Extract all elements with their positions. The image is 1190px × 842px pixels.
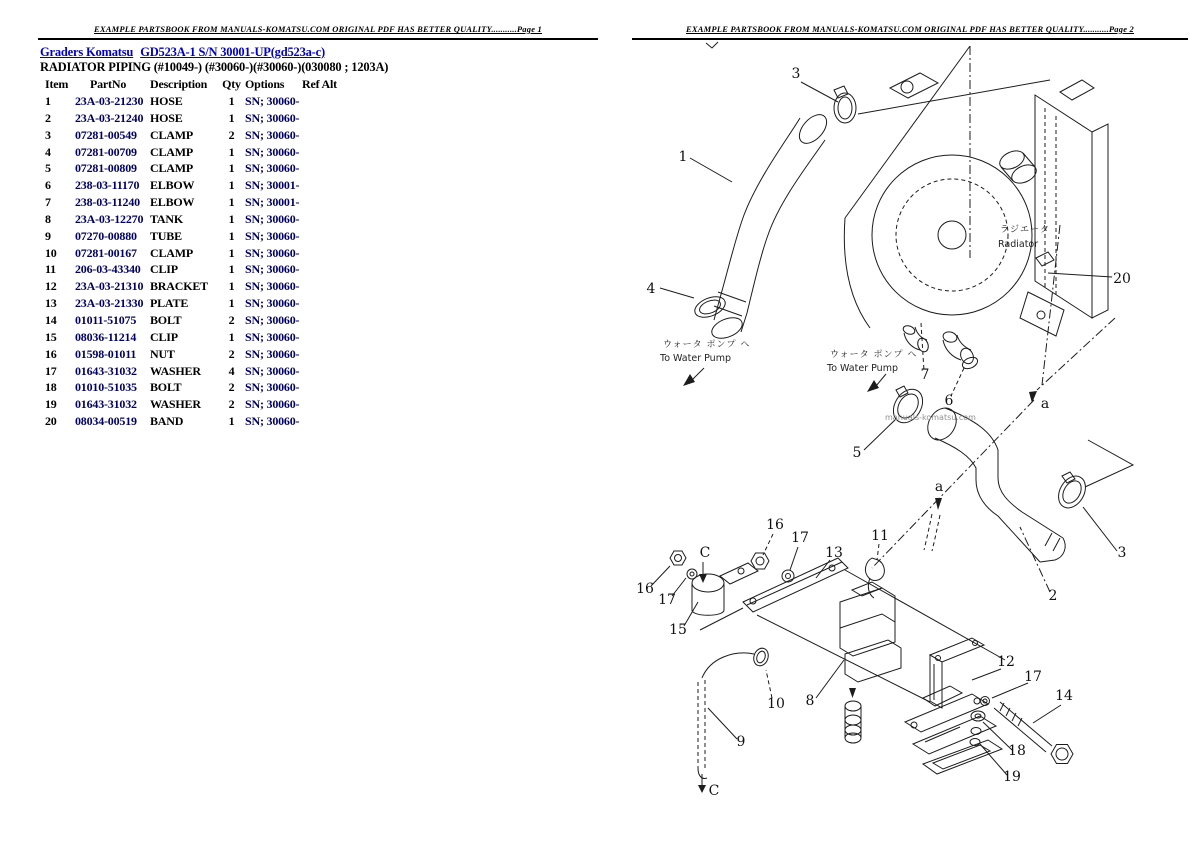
callout-5: 5 bbox=[852, 445, 862, 461]
cell-item: 19 bbox=[45, 397, 57, 412]
col-options: Options bbox=[245, 77, 285, 91]
cell-item: 8 bbox=[45, 211, 51, 226]
cell-part: 23A-03-12270 bbox=[75, 211, 144, 226]
callout-1: 1 bbox=[678, 149, 688, 165]
parts-diagram bbox=[620, 30, 1190, 830]
cell-part: 23A-03-21330 bbox=[75, 296, 144, 311]
table-row bbox=[45, 414, 364, 431]
cell-part: 07281-00709 bbox=[75, 144, 137, 159]
page1-header-text: EXAMPLE PARTSBOOK FROM MANUALS-KOMATSU.COM ORIGINAL PDF HAS BETTER QUALITY...........Page 1 bbox=[94, 24, 542, 34]
cell-part: 01598-01011 bbox=[75, 346, 137, 361]
cell-qty: 2 bbox=[228, 397, 235, 412]
cell-desc: BOLT bbox=[150, 380, 182, 395]
table-row bbox=[45, 128, 364, 145]
cell-opt: SN; 30060- bbox=[245, 211, 300, 226]
brand-link[interactable]: Graders Komatsu bbox=[40, 45, 134, 59]
cell-desc: ELBOW bbox=[150, 178, 195, 193]
callout-10: 10 bbox=[767, 696, 785, 712]
table-row bbox=[45, 212, 364, 229]
callout-16: 16 bbox=[636, 581, 654, 597]
water-pump-right-label-jp: ウォータ ポンプ ヘ bbox=[830, 350, 918, 360]
col-partno: PartNo bbox=[90, 77, 127, 91]
cell-item: 17 bbox=[45, 363, 57, 378]
cell-item: 12 bbox=[45, 279, 57, 294]
cell-part: 238-03-11170 bbox=[75, 178, 140, 193]
cell-qty: 1 bbox=[228, 228, 235, 243]
cell-opt: SN; 30060- bbox=[245, 380, 300, 395]
table-row bbox=[45, 347, 364, 364]
col-description: Description bbox=[150, 77, 208, 91]
cell-qty: 1 bbox=[228, 279, 235, 294]
cell-desc: NUT bbox=[150, 346, 175, 361]
hose1-drawing bbox=[692, 80, 1050, 342]
callout-3: 3 bbox=[791, 66, 801, 82]
cell-part: 08034-00519 bbox=[75, 414, 137, 429]
model-link[interactable]: GD523A-1 S/N 30001-UP(gd523a-c) bbox=[140, 45, 325, 59]
callout-15: 15 bbox=[669, 622, 687, 638]
table-row bbox=[45, 111, 364, 128]
cell-desc: PLATE bbox=[150, 296, 189, 311]
parts-table bbox=[45, 77, 364, 431]
cell-qty: 1 bbox=[228, 144, 235, 159]
cell-item: 1 bbox=[45, 94, 51, 108]
table-header-row bbox=[45, 77, 364, 94]
radiator-label-jp: ラジエータ bbox=[1000, 225, 1051, 235]
table-row bbox=[45, 330, 364, 347]
cell-opt: SN; 30060- bbox=[245, 144, 300, 159]
cell-part: 07270-00880 bbox=[75, 228, 137, 243]
cell-qty: 2 bbox=[228, 380, 235, 395]
cell-qty: 1 bbox=[228, 245, 235, 260]
col-qty: Qty bbox=[222, 77, 241, 91]
cell-item: 9 bbox=[45, 228, 51, 243]
cell-item: 2 bbox=[45, 110, 51, 125]
cell-opt: SN; 30060- bbox=[245, 296, 300, 311]
cell-opt: SN; 30060- bbox=[245, 414, 300, 429]
table-body bbox=[45, 94, 364, 431]
cell-desc: TANK bbox=[150, 211, 183, 226]
table-row bbox=[45, 94, 364, 111]
callout-11: 11 bbox=[871, 528, 889, 544]
cell-desc: CLAMP bbox=[150, 127, 193, 142]
cell-desc: ELBOW bbox=[150, 195, 195, 210]
cell-opt: SN; 30060- bbox=[245, 245, 300, 260]
table-row bbox=[45, 364, 364, 381]
table-row bbox=[45, 246, 364, 263]
tube-drawing bbox=[698, 646, 771, 793]
table-row bbox=[45, 262, 364, 279]
section-mark bbox=[706, 42, 718, 48]
cell-desc: CLIP bbox=[150, 329, 178, 344]
cell-part: 07281-00167 bbox=[75, 245, 137, 260]
cell-opt: SN; 30060- bbox=[245, 110, 300, 125]
table-row bbox=[45, 380, 364, 397]
callout-4: 4 bbox=[646, 281, 656, 297]
cell-opt: SN; 30060- bbox=[245, 397, 300, 412]
leader-lines bbox=[651, 82, 1117, 775]
page2-header-text: EXAMPLE PARTSBOOK FROM MANUALS-KOMATSU.COM ORIGINAL PDF HAS BETTER QUALITY...........Page 2 bbox=[686, 24, 1134, 34]
callout-18: 18 bbox=[1008, 743, 1026, 759]
callout-3: 3 bbox=[1117, 545, 1127, 561]
cell-qty: 1 bbox=[228, 262, 235, 277]
section-title: RADIATOR PIPING (#10049-) (#30060-)(#30060-)(030080 ; 1203A) bbox=[40, 60, 389, 74]
callout-6: 6 bbox=[944, 393, 954, 409]
callout-17: 17 bbox=[1024, 669, 1042, 685]
table-row bbox=[45, 313, 364, 330]
cell-opt: SN; 30060- bbox=[245, 262, 300, 277]
cell-desc: HOSE bbox=[150, 110, 183, 125]
cell-opt: SN; 30060- bbox=[245, 127, 300, 142]
cell-desc: BAND bbox=[150, 414, 184, 429]
cell-opt: SN; 30060- bbox=[245, 228, 300, 243]
breadcrumb bbox=[40, 45, 332, 60]
callout-8: 8 bbox=[805, 693, 815, 709]
elbows-drawing bbox=[902, 324, 979, 371]
callout-12: 12 bbox=[997, 654, 1015, 670]
cell-qty: 2 bbox=[228, 312, 235, 327]
cell-item: 15 bbox=[45, 329, 57, 344]
callout-numbers bbox=[636, 66, 1131, 799]
cell-item: 3 bbox=[45, 127, 51, 142]
cell-desc: CLIP bbox=[150, 262, 178, 277]
callout-2: 2 bbox=[1048, 588, 1058, 604]
water-pump-left-label-jp: ウォータ ポンプ ヘ bbox=[663, 340, 751, 350]
table-row bbox=[45, 397, 364, 414]
table-row bbox=[45, 145, 364, 162]
cell-qty: 4 bbox=[228, 363, 235, 378]
cell-opt: SN; 30060- bbox=[245, 94, 300, 108]
cell-qty: 1 bbox=[228, 110, 235, 125]
watermark: manuals-komatsu.com bbox=[885, 413, 976, 422]
cell-desc: TUBE bbox=[150, 228, 182, 243]
cell-desc: CLAMP bbox=[150, 161, 193, 176]
plate-clip-drawing bbox=[700, 558, 1005, 702]
tank-drawing bbox=[840, 582, 901, 743]
cell-part: 01011-51075 bbox=[75, 312, 137, 327]
cell-part: 07281-00549 bbox=[75, 127, 137, 142]
callout-a: a bbox=[934, 479, 944, 495]
cell-opt: SN; 30001- bbox=[245, 195, 300, 210]
cell-qty: 1 bbox=[228, 161, 235, 176]
callout-17: 17 bbox=[658, 592, 676, 608]
callout-16: 16 bbox=[766, 517, 784, 533]
cell-part: 01643-31032 bbox=[75, 363, 137, 378]
cell-qty: 1 bbox=[228, 296, 235, 311]
cell-desc: WASHER bbox=[150, 397, 201, 412]
callout-C: C bbox=[699, 545, 711, 561]
callout-20: 20 bbox=[1113, 271, 1131, 287]
cell-qty: 1 bbox=[228, 178, 235, 193]
cell-opt: SN; 30060- bbox=[245, 312, 300, 327]
cell-qty: 2 bbox=[228, 127, 235, 142]
callout-19: 19 bbox=[1003, 769, 1021, 785]
cell-item: 7 bbox=[45, 195, 51, 210]
cell-opt: SN; 30060- bbox=[245, 363, 300, 378]
radiator-label-en: Radiator bbox=[998, 239, 1039, 250]
col-item: Item bbox=[45, 77, 69, 91]
cell-item: 16 bbox=[45, 346, 57, 361]
cell-qty: 1 bbox=[228, 414, 235, 429]
cell-qty: 2 bbox=[228, 346, 235, 361]
cell-desc: BOLT bbox=[150, 312, 182, 327]
callout-14: 14 bbox=[1055, 688, 1073, 704]
cell-desc: BRACKET bbox=[150, 279, 208, 294]
table-row bbox=[45, 229, 364, 246]
cell-item: 13 bbox=[45, 296, 57, 311]
water-pump-left-label-en: To Water Pump bbox=[660, 353, 731, 364]
cell-opt: SN; 30060- bbox=[245, 279, 300, 294]
cell-qty: 1 bbox=[228, 94, 235, 108]
cell-part: 01010-51035 bbox=[75, 380, 137, 395]
cell-opt: SN; 30060- bbox=[245, 329, 300, 344]
table-row bbox=[45, 161, 364, 178]
cell-part: 07281-00809 bbox=[75, 161, 137, 176]
cell-part: 23A-03-21240 bbox=[75, 110, 144, 125]
callout-C: C bbox=[708, 783, 720, 799]
cell-part: 206-03-43340 bbox=[75, 262, 141, 277]
radiator-drawing bbox=[844, 46, 1108, 385]
cell-part: 23A-03-21230 bbox=[75, 94, 144, 108]
cell-item: 6 bbox=[45, 178, 51, 193]
cell-item: 11 bbox=[45, 262, 56, 277]
cell-part: 23A-03-21310 bbox=[75, 279, 144, 294]
cell-desc: WASHER bbox=[150, 363, 201, 378]
cell-item: 10 bbox=[45, 245, 57, 260]
cell-item: 5 bbox=[45, 161, 51, 176]
cell-desc: CLAMP bbox=[150, 245, 193, 260]
cell-opt: SN; 30060- bbox=[245, 346, 300, 361]
cell-qty: 1 bbox=[228, 329, 235, 344]
cell-part: 238-03-11240 bbox=[75, 195, 140, 210]
cell-qty: 1 bbox=[228, 195, 235, 210]
cell-part: 01643-31032 bbox=[75, 397, 137, 412]
callout-7: 7 bbox=[920, 367, 930, 383]
callout-a: a bbox=[1040, 396, 1050, 412]
page1-header bbox=[38, 24, 598, 40]
cell-qty: 1 bbox=[228, 211, 235, 226]
cell-item: 14 bbox=[45, 312, 57, 327]
cell-opt: SN; 30060- bbox=[245, 161, 300, 176]
mount-drawing bbox=[670, 551, 794, 615]
table-row bbox=[45, 178, 364, 195]
callout-9: 9 bbox=[736, 734, 746, 750]
callout-17: 17 bbox=[791, 530, 809, 546]
hose2-drawing bbox=[887, 384, 1133, 562]
cell-item: 4 bbox=[45, 144, 51, 159]
table-row bbox=[45, 279, 364, 296]
cell-desc: CLAMP bbox=[150, 144, 193, 159]
water-pump-right-label-en: To Water Pump bbox=[827, 363, 898, 374]
cell-item: 20 bbox=[45, 414, 57, 429]
cell-part: 08036-11214 bbox=[75, 329, 137, 344]
cell-item: 18 bbox=[45, 380, 57, 395]
cell-opt: SN; 30001- bbox=[245, 178, 300, 193]
cell-desc: HOSE bbox=[150, 94, 183, 108]
table-row bbox=[45, 296, 364, 313]
callout-13: 13 bbox=[825, 545, 843, 561]
table-row bbox=[45, 195, 364, 212]
col-refalt: Ref Alt bbox=[302, 77, 337, 91]
